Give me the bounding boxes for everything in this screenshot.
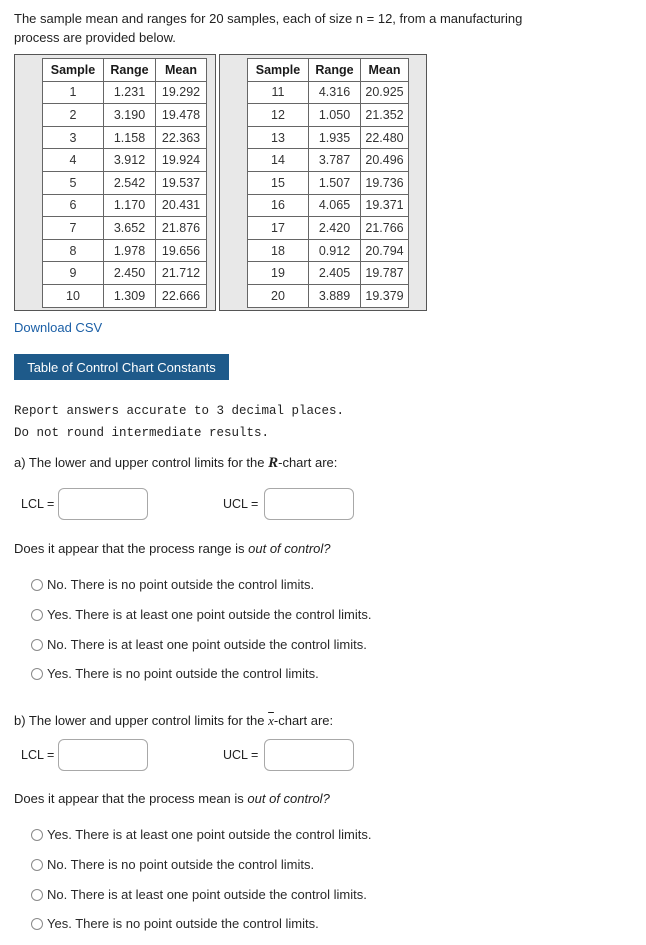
cell-sample: 5	[43, 171, 104, 194]
problem-intro	[14, 9, 574, 47]
column-header-mean: Mean	[361, 59, 409, 82]
intro-line-2: process are provided below.	[14, 30, 176, 45]
cell-range: 4.065	[309, 194, 361, 217]
cell-sample: 2	[43, 104, 104, 127]
cell-sample: 19	[248, 262, 309, 285]
part-b-prompt	[14, 713, 333, 729]
cell-range: 2.405	[309, 262, 361, 285]
cell-sample: 6	[43, 194, 104, 217]
table-row	[43, 126, 207, 149]
xbar-ucl-label: UCL =	[223, 748, 259, 762]
r-chart-ucl-input[interactable]	[264, 488, 354, 520]
option-label: No. There is no point outside the control limits.	[47, 577, 315, 592]
intro-line-1: The sample mean and ranges for 20 samples, each of size n = 12, from a manufacturing	[14, 11, 523, 26]
part-a-option-2[interactable]	[31, 607, 371, 622]
cell-range: 2.450	[104, 262, 156, 285]
table-row	[248, 217, 409, 240]
xbar-chart-ucl-input[interactable]	[264, 739, 354, 771]
cell-mean: 22.666	[156, 284, 207, 307]
cell-range: 3.912	[104, 149, 156, 172]
data-table-left-body	[43, 81, 207, 307]
table-row	[43, 104, 207, 127]
part-a-prompt	[14, 455, 337, 472]
table-row	[248, 104, 409, 127]
cell-mean: 22.480	[361, 126, 409, 149]
table-row	[248, 239, 409, 262]
cell-range: 2.542	[104, 171, 156, 194]
cell-range: 3.652	[104, 217, 156, 240]
column-header-mean: Mean	[156, 59, 207, 82]
table-row	[248, 171, 409, 194]
cell-sample: 11	[248, 81, 309, 104]
part-b-prompt-prefix: b) The lower and upper control limits for the	[14, 713, 269, 728]
column-header-range: Range	[104, 59, 156, 82]
cell-mean: 20.794	[361, 239, 409, 262]
part-b-option-2[interactable]	[31, 857, 314, 872]
cell-sample: 3	[43, 126, 104, 149]
xbar-lcl-label: LCL =	[21, 748, 55, 762]
part-b-option-1[interactable]	[31, 827, 371, 842]
cell-sample: 16	[248, 194, 309, 217]
table-row	[248, 262, 409, 285]
radio-button-icon[interactable]	[31, 889, 43, 901]
cell-range: 1.978	[104, 239, 156, 262]
table-row	[43, 217, 207, 240]
option-label: No. There is at least one point outside the control limits.	[47, 887, 367, 902]
cell-mean: 19.736	[361, 171, 409, 194]
table-row	[43, 171, 207, 194]
cell-mean: 21.352	[361, 104, 409, 127]
cell-range: 4.316	[309, 81, 361, 104]
r-lcl-label: LCL =	[21, 497, 55, 511]
part-a-question	[14, 541, 331, 556]
option-label: No. There is at least one point outside the control limits.	[47, 637, 367, 652]
cell-mean: 22.363	[156, 126, 207, 149]
cell-sample: 13	[248, 126, 309, 149]
data-table-left	[42, 58, 207, 308]
table-row	[248, 284, 409, 307]
part-b-question	[14, 791, 330, 806]
table-row	[43, 149, 207, 172]
cell-range: 0.912	[309, 239, 361, 262]
part-a-prompt-prefix: a) The lower and upper control limits for the	[14, 455, 269, 470]
part-a-option-3[interactable]	[31, 637, 367, 652]
cell-range: 3.889	[309, 284, 361, 307]
radio-button-icon[interactable]	[31, 829, 43, 841]
r-ucl-label: UCL =	[223, 497, 259, 511]
cell-mean: 20.925	[361, 81, 409, 104]
part-b-question-prefix: Does it appear that the process mean is	[14, 791, 248, 806]
r-chart-symbol: R	[268, 455, 279, 471]
cell-range: 1.170	[104, 194, 156, 217]
cell-sample: 4	[43, 149, 104, 172]
cell-mean: 19.292	[156, 81, 207, 104]
cell-range: 1.158	[104, 126, 156, 149]
table-row	[43, 262, 207, 285]
cell-mean: 21.876	[156, 217, 207, 240]
part-a-question-emphasis: out of control?	[248, 541, 331, 556]
xbar-chart-lcl-input[interactable]	[58, 739, 148, 771]
cell-sample: 14	[248, 149, 309, 172]
table-row	[43, 81, 207, 104]
option-label: No. There is no point outside the control limits.	[47, 857, 315, 872]
radio-button-icon[interactable]	[31, 609, 43, 621]
cell-mean: 21.766	[361, 217, 409, 240]
cell-mean: 19.371	[361, 194, 409, 217]
instruction-decimals: Report answers accurate to 3 decimal places.	[14, 404, 345, 418]
cell-sample: 7	[43, 217, 104, 240]
part-b-question-emphasis: out of control?	[247, 791, 330, 806]
table-row	[248, 81, 409, 104]
table-row	[43, 239, 207, 262]
cell-sample: 18	[248, 239, 309, 262]
control-chart-constants-button[interactable]: Table of Control Chart Constants	[14, 354, 229, 380]
download-csv-link[interactable]: Download CSV	[14, 320, 103, 335]
cell-sample: 20	[248, 284, 309, 307]
table-row	[248, 126, 409, 149]
radio-button-icon[interactable]	[31, 639, 43, 651]
part-a-option-1[interactable]	[31, 577, 314, 592]
part-a-question-prefix: Does it appear that the process range is	[14, 541, 249, 556]
data-table-left-frame	[14, 54, 216, 311]
instruction-rounding: Do not round intermediate results.	[14, 426, 270, 440]
option-label: Yes. There is at least one point outside the control limits.	[47, 607, 372, 622]
part-a-option-4[interactable]	[31, 666, 319, 681]
cell-mean: 19.924	[156, 149, 207, 172]
cell-range: 1.309	[104, 284, 156, 307]
table-row	[248, 194, 409, 217]
cell-sample: 1	[43, 81, 104, 104]
cell-range: 1.231	[104, 81, 156, 104]
cell-mean: 19.478	[156, 104, 207, 127]
radio-button-icon[interactable]	[31, 918, 43, 930]
table-row	[43, 194, 207, 217]
cell-range: 3.787	[309, 149, 361, 172]
part-a-prompt-suffix: -chart are:	[278, 455, 338, 470]
r-chart-lcl-input[interactable]	[58, 488, 148, 520]
cell-sample: 10	[43, 284, 104, 307]
part-b-option-3[interactable]	[31, 887, 367, 902]
radio-button-icon[interactable]	[31, 859, 43, 871]
cell-sample: 15	[248, 171, 309, 194]
column-header-sample: Sample	[43, 59, 104, 82]
cell-sample: 17	[248, 217, 309, 240]
x-bar-chart-symbol: $\overline{x}$	[268, 713, 274, 728]
cell-sample: 9	[43, 262, 104, 285]
cell-mean: 19.379	[361, 284, 409, 307]
part-b-prompt-suffix: -chart are:	[273, 713, 334, 728]
option-label: Yes. There is no point outside the control limits.	[47, 916, 319, 931]
cell-mean: 19.656	[156, 239, 207, 262]
cell-mean: 19.787	[361, 262, 409, 285]
data-table-right	[247, 58, 409, 308]
cell-range: 1.507	[309, 171, 361, 194]
cell-mean: 21.712	[156, 262, 207, 285]
cell-mean: 19.537	[156, 171, 207, 194]
radio-button-icon[interactable]	[31, 579, 43, 591]
cell-sample: 12	[248, 104, 309, 127]
option-label: Yes. There is at least one point outside the control limits.	[47, 827, 372, 842]
table-row	[43, 284, 207, 307]
cell-sample: 8	[43, 239, 104, 262]
part-b-option-4[interactable]	[31, 916, 319, 931]
column-header-range: Range	[309, 59, 361, 82]
cell-mean: 20.496	[361, 149, 409, 172]
cell-range: 2.420	[309, 217, 361, 240]
radio-button-icon[interactable]	[31, 668, 43, 680]
cell-mean: 20.431	[156, 194, 207, 217]
option-label: Yes. There is no point outside the control limits.	[47, 666, 319, 681]
data-table-right-body	[248, 81, 409, 307]
data-table-right-frame	[219, 54, 427, 311]
cell-range: 1.050	[309, 104, 361, 127]
column-header-sample: Sample	[248, 59, 309, 82]
cell-range: 1.935	[309, 126, 361, 149]
cell-range: 3.190	[104, 104, 156, 127]
table-row	[248, 149, 409, 172]
